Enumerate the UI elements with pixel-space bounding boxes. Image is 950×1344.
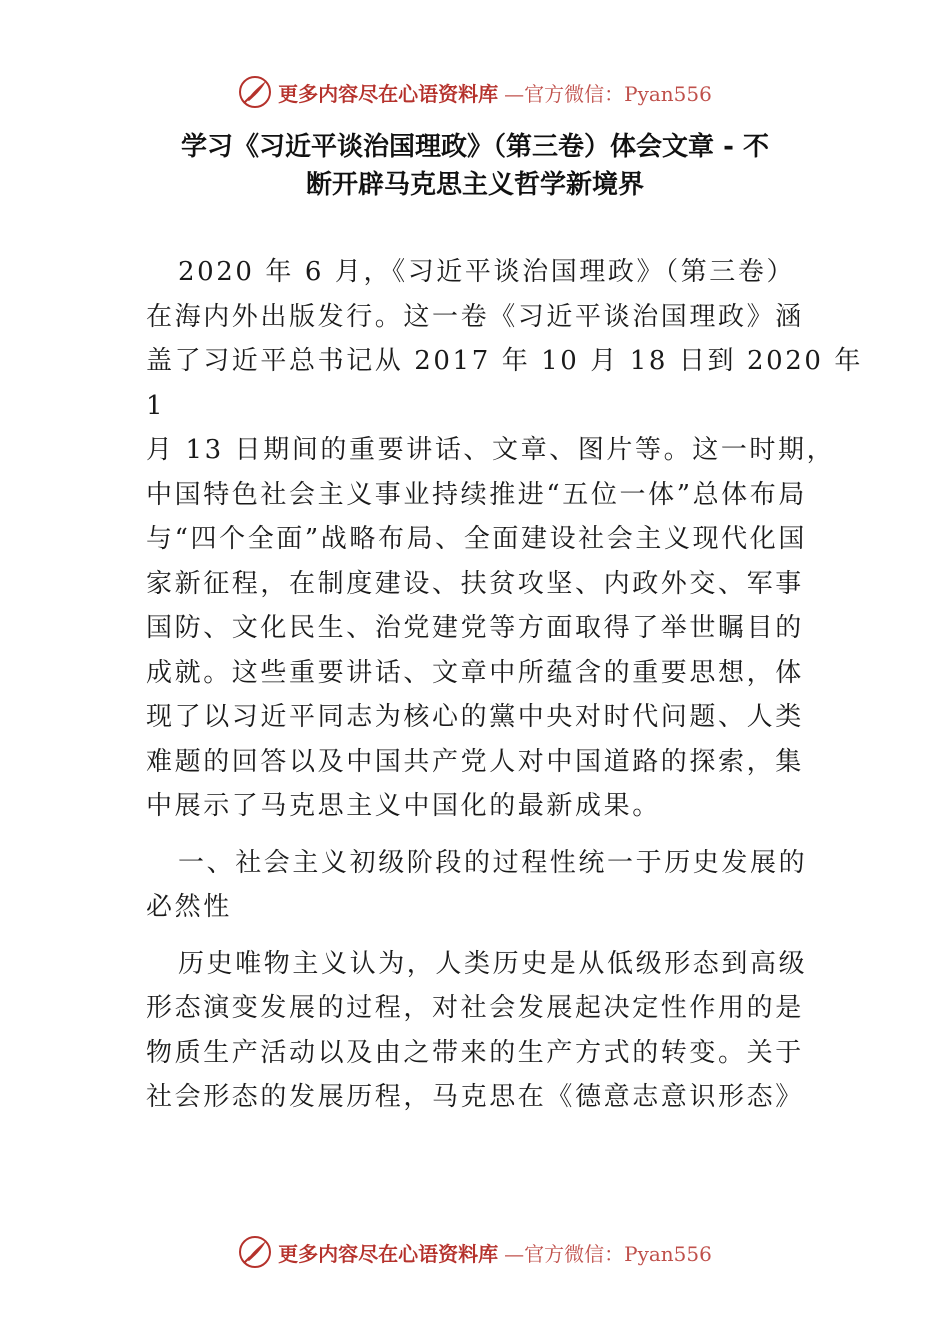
text-line: 成就。这些重要讲话、文章中所蕴含的重要思想，体 [146, 657, 804, 688]
watermark-contact: —官方微信：Pyan556 [504, 1241, 712, 1266]
text-line: 月 13 日期间的重要讲话、文章、图片等。这一时期， [146, 435, 836, 465]
section-heading [146, 841, 806, 930]
text-line: 盖了习近平总书记从 2017 年 10 月 18 日到 2020 年 [146, 346, 864, 376]
watermark-brand: 更多内容尽在心语资料库 [278, 1241, 499, 1266]
title-line-2: 断开辟马克思主义哲学新境界 [305, 170, 644, 200]
document-body [146, 250, 864, 1120]
paragraph-intro [146, 250, 864, 829]
watermark-brand: 更多内容尽在心语资料库 [278, 81, 499, 106]
watermark-header [0, 72, 950, 112]
quill-pen-logo-icon [238, 1235, 272, 1269]
text-line: 物质生产活动以及由之带来的生产方式的转变。关于 [146, 1037, 804, 1068]
text-line: 家新征程，在制度建设、扶贫攻坚、内政外交、军事 [146, 568, 804, 599]
text-line: 与“四个全面”战略布局、全面建设社会主义现代化国 [146, 524, 807, 554]
text-line: 必然性 [146, 892, 232, 922]
document-title [140, 128, 810, 204]
text-line: 难题的回答以及中国共产党人对中国道路的探索，集 [146, 746, 804, 777]
text-line: 现了以习近平同志为核心的黨中央对时代问题、人类 [146, 702, 804, 732]
text-line: 社会形态的发展历程，马克思在《德意志意识形态》 [146, 1082, 804, 1112]
watermark-footer [0, 1232, 950, 1272]
paragraph-historical-materialism [146, 942, 806, 1120]
title-line-1: 学习《习近平谈治国理政》（第三卷）体会文章 - 不 [181, 132, 769, 162]
text-line: 1 [146, 390, 166, 421]
text-line: 一、社会主义初级阶段的过程性统一于历史发展的 [178, 847, 808, 878]
text-line: 中展示了马克思主义中国化的最新成果。 [146, 791, 661, 821]
watermark-contact: —官方微信：Pyan556 [504, 81, 712, 106]
text-line: 国防、文化民生、治党建党等方面取得了举世瞩目的 [146, 613, 804, 643]
text-line: 形态演变发展的过程，对社会发展起决定性作用的是 [146, 993, 804, 1023]
text-line: 中国特色社会主义事业持续推进“五位一体”总体布局 [146, 479, 807, 510]
quill-pen-logo-icon [238, 75, 272, 109]
text-line: 在海内外出版发行。这一卷《习近平谈治国理政》涵 [146, 301, 804, 332]
text-line: 历史唯物主义认为，人类历史是从低级形态到高级 [178, 948, 808, 979]
text-line: 2020 年 6 月，《习近平谈治国理政》（第三卷） [178, 257, 796, 287]
